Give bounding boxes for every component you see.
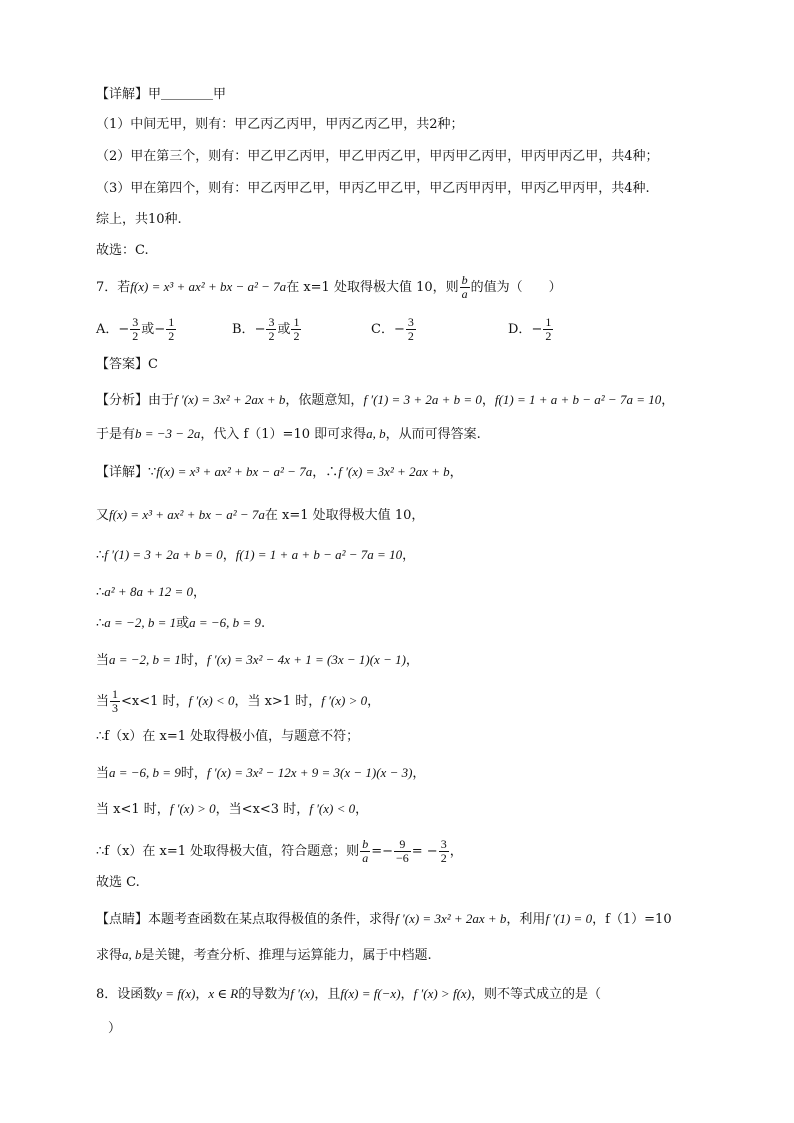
analysis-line-1: 【分析】由于f ′(x) = 3x² + 2ax + b，依题意知，f ′(1) = 3 + 2a + b = 0，f(1) = 1 + a + b − a² − 7a = 10， xyxy=(96,392,675,408)
question-7 xyxy=(96,274,562,301)
case-3-line: （3）甲在第四个，则有：甲乙丙甲乙甲，甲丙乙甲乙甲，甲乙丙甲丙甲，甲丙乙甲丙甲，共4种. xyxy=(96,181,650,196)
detail-7-line-1: 【详解】∵f(x) = x³ + ax² + bx − a² − 7a，∴f ′(x) = 3x² + 2ax + b， xyxy=(96,464,463,480)
detail-7-line-9: 当a = −6, b = 9时，f ′(x) = 3x² − 12x + 9 = 3(x − 1)(x − 3)， xyxy=(96,765,426,781)
fraction-one-third: $\frac{1}{3}$ xyxy=(112,687,119,715)
analysis-tag: 【分析】 xyxy=(96,393,149,408)
detail-7-line-6: 当a = −2, b = 1时，f ′(x) = 3x² − 4x + 1 = (3x − 1)(x − 1)， xyxy=(96,652,419,668)
detail-tag-2: 【详解】 xyxy=(96,465,149,480)
case-1-line: （1）中间无甲，则有：甲乙丙乙丙甲，甲丙乙丙乙甲，共2种； xyxy=(96,117,464,132)
analysis-line-2: 于是有b = −3 − 2a，代入 f（1）=10 即可求得a, b，从而可得答案. xyxy=(96,426,481,442)
case-2-line: （2）甲在第三个，则有：甲乙甲乙丙甲，甲乙甲丙乙甲，甲丙甲乙丙甲，甲丙甲丙乙甲，共4种； xyxy=(96,149,659,164)
comment-line-1: 【点睛】本题考查函数在某点取得极值的条件，求得f ′(x) = 3x² + 2ax + b，利用f ′(1) = 0，f（1）=10 xyxy=(96,911,672,927)
detail-7-line-8: ∴f（x）在 x=1 处取得极小值，与题意不符； xyxy=(96,729,360,744)
answer-tag: 【答案】 xyxy=(96,357,149,372)
detail-pattern: 甲＿＿＿＿甲 xyxy=(148,87,227,102)
detail-7-line-4: ∴a² + 8a + 12 = 0， xyxy=(96,584,207,600)
option-d: D．− $\frac{1}{2}$ xyxy=(508,315,552,343)
detail-7-line-10: 当 x<1 时，f ′(x) > 0，当<x<3 时，f ′(x) < 0， xyxy=(96,801,369,817)
option-c: C．− $\frac{3}{2}$ xyxy=(371,315,414,343)
fraction-3-over-2: $\frac{3}{2}$ xyxy=(440,837,447,865)
fraction-9-over-minus-6: $\frac{9}{-6}$ xyxy=(396,837,409,865)
option-a: A．− $\frac{3}{2}$ 或− $\frac{1}{2}$ xyxy=(96,315,175,343)
q7-ask: 的值为（ ） xyxy=(470,280,562,295)
detail-7-line-2: 又f(x) = x³ + ax² + bx − a² − 7a在 x=1 处取得极大值 10， xyxy=(96,507,425,523)
comment-tag: 【点睛】 xyxy=(96,912,149,927)
detail-7-line-12: 故选 C. xyxy=(96,875,140,890)
question-8: 8．设函数y = f(x)，x ∈ R的导数为f ′(x)，且f(x) = f(−x)，f ′(x) > f(x)，则不等式成立的是（ xyxy=(96,986,602,1002)
answer-value: C xyxy=(148,357,158,372)
detail-line-1 xyxy=(96,86,226,104)
detail-tag: 【详解】 xyxy=(96,87,149,102)
choice-line: 故选：C. xyxy=(96,243,149,258)
fraction-b-over-a-2: $\frac{b}{a}$ xyxy=(362,837,369,865)
q7-prefix: 7．若 xyxy=(96,280,131,295)
q7-options xyxy=(96,316,616,346)
detail-7-line-7: 当 $\frac{1}{3}$ <x<1 时，f ′(x) < 0，当 x>1 时，f ′(x) > 0， xyxy=(96,687,381,715)
comment-line-2: 求得a, b是关键，考查分析、推理与运算能力，属于中档题. xyxy=(96,947,432,963)
answer-line xyxy=(96,356,158,374)
detail-7-line-11: ∴f（x）在 x=1 处取得极大值，符合题意；则 $\frac{b}{a}$ =− $\frac{9}{-6}$ = − $\frac{3}{2}$ ， xyxy=(96,837,463,865)
detail-7-line-3: ∴f ′(1) = 3 + 2a + b = 0，f(1) = 1 + a + b − a² − 7a = 10， xyxy=(96,547,416,563)
question-8-close: ） xyxy=(108,1021,122,1036)
fraction-b-over-a: $\frac{b}{a}$ xyxy=(461,273,468,301)
q7-function: f(x) = x³ + ax² + bx − a² − 7a xyxy=(130,279,287,294)
summary-line: 综上，共10种. xyxy=(96,212,182,227)
detail-7-line-5: ∴a = −2, b = 1或a = −6, b = 9. xyxy=(96,615,266,631)
option-b: B．− $\frac{3}{2}$ 或 $\frac{1}{2}$ xyxy=(232,315,300,343)
q7-condition: 在 x=1 处取得极大值 10，则 xyxy=(286,280,459,295)
